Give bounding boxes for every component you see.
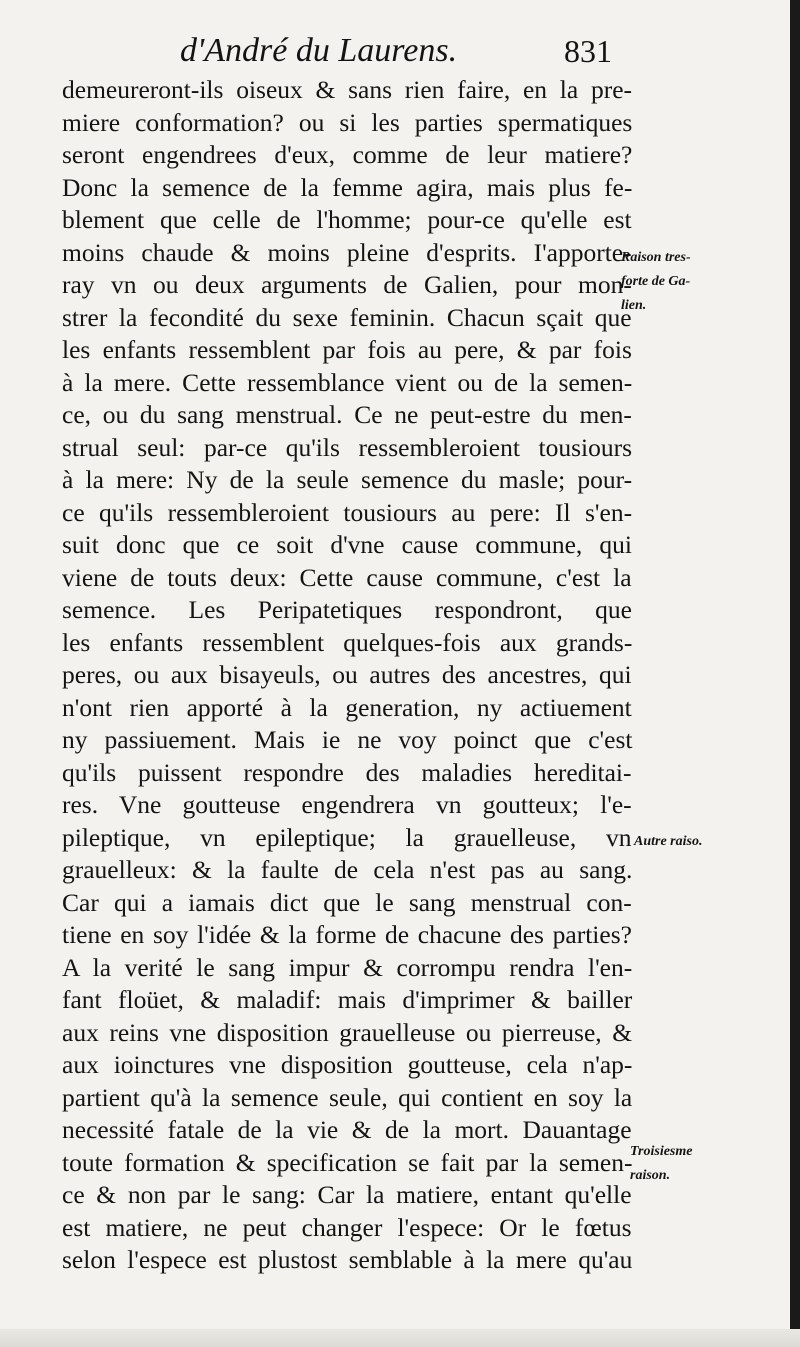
text-line: aux ioinctures vne disposition goutteuse, cela n'ap- xyxy=(62,1050,633,1079)
text-line: à la mere: Ny de la seule semence du masle; pour- xyxy=(62,465,633,494)
margin-note-autre-raison xyxy=(634,830,702,854)
text-line: peres, ou aux bisayeuls, ou autres des ancestres, qui xyxy=(62,660,632,689)
running-title: d'André du Laurens. xyxy=(180,32,458,69)
margin-note-troisiesme-raison xyxy=(630,1140,692,1188)
text-line: aux reins vne disposition grauelleuse ou pierreuse, & xyxy=(62,1017,633,1047)
text-line: suit donc que ce soit d'vne cause commune, qui xyxy=(62,530,633,559)
text-line: strer la fecondité du sexe feminin. Chacun sçait que xyxy=(62,302,632,332)
text-line: necessité fatale de la vie & de la mort. Dauantage xyxy=(62,1115,632,1144)
text-line: grauelleux: & la faulte de cela n'est pas au sang. xyxy=(62,855,633,884)
text-line: strual seul: par-ce qu'ils ressembleroient tousiours xyxy=(62,432,633,462)
text-line: à la mere. Cette ressemblance vient ou de la semen- xyxy=(62,367,633,397)
text-line: blement que celle de l'homme; pour-ce qu'elle est xyxy=(62,205,632,234)
text-line: moins chaude & moins pleine d'esprits. I'apporte- xyxy=(62,237,632,267)
scan-edge xyxy=(790,0,800,1347)
margin-note-line: Raison tres- xyxy=(621,250,691,265)
margin-note-line: lien. xyxy=(621,298,647,313)
text-line: demeureront-ils oiseux & sans rien faire, en la pre- xyxy=(62,75,633,104)
text-line: semence. Les Peripatetiques respondront, que xyxy=(62,595,632,624)
text-line: est matiere, ne peut changer l'espece: Or le fœtus xyxy=(62,1212,632,1242)
margin-note-line: Troisiesme xyxy=(630,1144,693,1159)
text-line: seront engendrees d'eux, comme de leur matiere? xyxy=(62,140,633,169)
text-line: Car qui a iamais dict que le sang menstrual con- xyxy=(62,887,632,917)
margin-note-raison-tres-forte xyxy=(621,246,691,318)
running-head xyxy=(180,28,620,74)
margin-note-line: raison. xyxy=(630,1168,671,1183)
text-line: ny passiuement. Mais ie ne voy poinct que c'est xyxy=(62,725,633,754)
text-line: viene de touts deux: Cette cause commune, c'est la xyxy=(62,562,632,592)
text-line: pileptique, vn epileptique; la grauelleuse, vn xyxy=(62,822,632,852)
page-number: 831 xyxy=(564,33,612,69)
text-line: les enfants ressemblent quelques-fois aux grands- xyxy=(62,627,633,657)
text-line: res. Vne goutteuse engendrera vn goutteux; l'e- xyxy=(62,790,632,819)
text-line: miere conformation? ou si les parties spermatiques xyxy=(62,107,633,137)
text-line: A la verité le sang impur & corrompu rendra l'en- xyxy=(62,952,633,982)
margin-note-line: forte de Ga- xyxy=(621,274,691,289)
text-line: fant floüet, & maladif: mais d'imprimer & bailler xyxy=(62,985,633,1014)
margin-note-line: Autre raiso. xyxy=(634,834,703,849)
text-line: qu'ils puissent respondre des maladies hereditai- xyxy=(62,757,632,787)
text-line: ce, ou du sang menstrual. Ce ne peut-estre du men- xyxy=(62,400,632,429)
text-line: ce & non par le sang: Car la matiere, entant qu'elle xyxy=(62,1180,632,1209)
text-line: ce qu'ils ressembleroient tousiours au pere: Il s'en- xyxy=(62,497,633,527)
text-line: Donc la semence de la femme agira, mais plus fe- xyxy=(62,172,633,202)
text-line: toute formation & specification se fait par la semen- xyxy=(62,1147,633,1177)
text-line: n'ont rien apporté à la generation, ny actiuement xyxy=(62,692,632,722)
text-line: les enfants ressemblent par fois au pere, & par fois xyxy=(62,335,632,364)
body-text xyxy=(62,74,632,1277)
text-line: selon l'espece est plustost semblable à la mere qu'au xyxy=(62,1245,633,1274)
scan-bottom-edge xyxy=(0,1329,800,1347)
text-line: partient qu'à la semence seule, qui contient en soy la xyxy=(62,1082,633,1112)
text-line: ray vn ou deux arguments de Galien, pour mon- xyxy=(62,270,632,299)
text-line: tiene en soy l'idée & la forme de chacune des parties? xyxy=(62,920,632,949)
